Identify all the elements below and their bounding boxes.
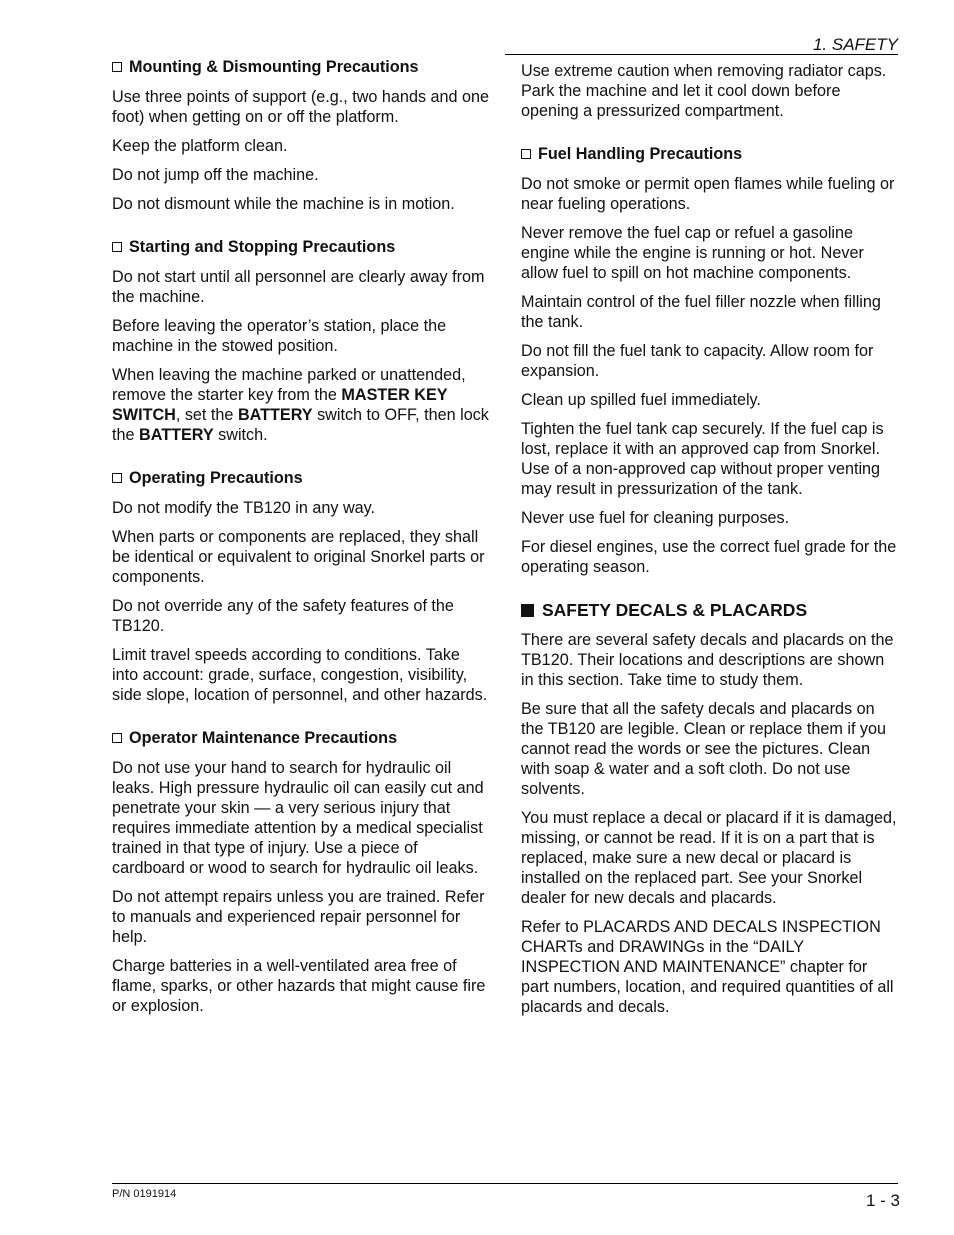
mounting-p3: Do not jump off the machine.	[112, 166, 319, 184]
header-rule	[505, 54, 898, 55]
master-key-switch-term: MASTER KEY SWITCH	[112, 386, 448, 424]
maintenance-p2: Do not attempt repairs unless you are trained. Refer to manuals and experienced repair personnel for help.	[112, 888, 485, 946]
checkbox-icon	[112, 242, 122, 252]
operating-p4: Limit travel speeds according to conditions. Take into account: grade, surface, congestion, visibility, side slope, location of personnel, and other hazards.	[112, 646, 488, 704]
fuel-p8: For diesel engines, use the correct fuel grade for the operating season.	[521, 538, 897, 576]
mounting-p1: Use three points of support (e.g., two hands and one foot) when getting on or off the platform.	[112, 88, 490, 126]
footer-rule	[112, 1183, 898, 1184]
fuel-heading	[521, 144, 899, 164]
starting-heading	[112, 237, 490, 257]
decals-title: SAFETY DECALS & PLACARDS	[542, 600, 808, 620]
checkbox-icon	[112, 62, 122, 72]
starting-p3-g: switch.	[213, 426, 268, 444]
operating-title: Operating Precautions	[129, 469, 303, 487]
page-number: 1 - 3	[865, 1191, 900, 1210]
radiator-paragraph: Use extreme caution when removing radiator caps. Park the machine and let it cool down before opening a pressurized compartment.	[521, 62, 887, 120]
part-number: P/N 0191914	[112, 1188, 177, 1200]
checkbox-icon	[112, 733, 122, 743]
maintenance-title: Operator Maintenance Precautions	[129, 729, 398, 747]
fuel-p4: Do not fill the fuel tank to capacity. Allow room for expansion.	[521, 342, 874, 380]
starting-title: Starting and Stopping Precautions	[129, 238, 396, 256]
maintenance-p3: Charge batteries in a well-ventilated area free of flame, sparks, or other hazards that might cause fire or explosion.	[112, 957, 486, 1015]
decals-p4: Refer to PLACARDS AND DECALS INSPECTION CHARTs and DRAWINGs in the “DAILY INSPECTION AND MAINTENANCE” chapter for part numbers, location, and required quantities of all placards and decals.	[521, 918, 894, 1016]
decals-p3: You must replace a decal or placard if it is damaged, missing, or cannot be read. If it is on a part that is replaced, make sure a new decal or placard is installed on the replaced part. See your Snorkel dealer for new decals and placards.	[521, 809, 897, 907]
checkbox-icon	[521, 149, 531, 159]
starting-p2: Before leaving the operator’s station, place the machine in the stowed position.	[112, 317, 447, 355]
battery-term: BATTERY	[237, 406, 313, 424]
decals-p1: There are several safety decals and placards on the TB120. Their locations and descriptions are shown in this section. Take time to study them.	[521, 631, 894, 689]
operating-p3: Do not override any of the safety features of the TB120.	[112, 597, 454, 635]
mounting-p2: Keep the platform clean.	[112, 137, 288, 155]
fuel-p5: Clean up spilled fuel immediately.	[521, 391, 761, 409]
operating-heading	[112, 468, 490, 488]
fuel-title: Fuel Handling Precautions	[538, 145, 743, 163]
battery-term-2: BATTERY	[139, 426, 214, 444]
decals-heading	[521, 600, 899, 620]
operating-p2: When parts or components are replaced, they shall be identical or equivalent to original Snorkel parts or components.	[112, 528, 485, 586]
starting-p3-c: , set the	[175, 406, 238, 424]
fuel-p3: Maintain control of the fuel filler nozzle when filling the tank.	[521, 293, 881, 331]
fuel-p1: Do not smoke or permit open flames while fueling or near fueling operations.	[521, 175, 895, 213]
mounting-title: Mounting & Dismounting Precautions	[129, 58, 419, 76]
starting-p3	[112, 365, 490, 445]
left-column	[112, 57, 490, 1025]
maintenance-p1: Do not use your hand to search for hydraulic oil leaks. High pressure hydraulic oil can easily cut and penetrate your skin — a very serious injury that requires immediate attention by a medical specialist trained in that type of injury. Use a piece of cardboard or wood to search for hydraulic oil leaks.	[112, 759, 484, 877]
checkbox-icon	[112, 473, 122, 483]
right-column	[521, 61, 899, 1026]
fuel-p6: Tighten the fuel tank cap securely. If the fuel cap is lost, replace it with an approved cap from Snorkel. Use of a non-approved cap without proper venting may result in pressurization of the tank.	[521, 420, 884, 498]
fuel-p7: Never use fuel for cleaning purposes.	[521, 509, 790, 527]
mounting-p4: Do not dismount while the machine is in motion.	[112, 195, 455, 213]
fuel-p2: Never remove the fuel cap or refuel a gasoline engine while the engine is running or hot. Never allow fuel to spill on hot machine components.	[521, 224, 864, 282]
starting-p3-a: When leaving the machine parked or unattended, remove the starter key from the	[112, 366, 466, 404]
starting-p1: Do not start until all personnel are clearly away from the machine.	[112, 268, 485, 306]
maintenance-heading	[112, 728, 490, 748]
filled-square-icon	[521, 604, 534, 617]
operating-p1: Do not modify the TB120 in any way.	[112, 499, 376, 517]
starting-p3-e: switch to OFF, then lock the	[112, 406, 489, 444]
decals-p2: Be sure that all the safety decals and placards on the TB120 are legible. Clean or replace them if you cannot read the words or see the pictures. Clean with soap & water and a soft cloth. Do not use solvents.	[521, 700, 887, 798]
section-header: 1. SAFETY	[812, 35, 898, 54]
mounting-heading	[112, 57, 490, 77]
